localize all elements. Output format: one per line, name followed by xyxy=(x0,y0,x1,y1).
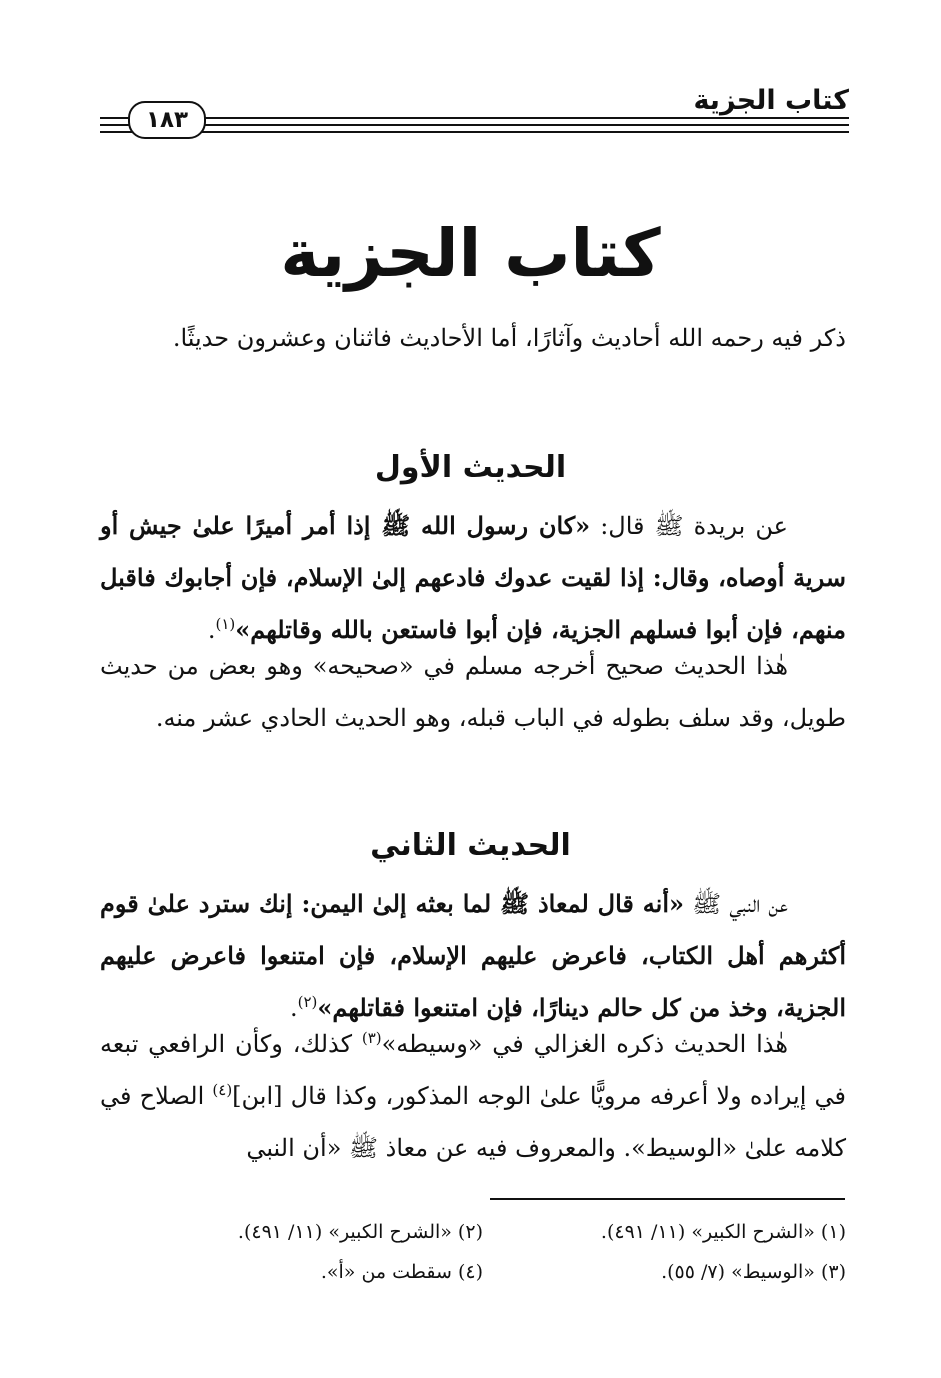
hadith-2-text xyxy=(100,878,846,1034)
hadith-1-narrator: عن بريدة ﷺ قال: xyxy=(590,512,788,540)
hadith-2-heading: الحديث الثاني xyxy=(370,828,571,863)
footnotes xyxy=(120,1212,846,1292)
footnote-rule xyxy=(490,1198,845,1200)
hadith-1-quote: «كان رسول الله ﷺ إذا أمر أميرًا علىٰ جيش أو سرية أوصاه، وقال: إذا لقيت عدوك فادعهم إلىٰ الإسلام، فإن أجابوك فاقبل منهم، فإن أبوا فسلهم الجزية، فإن أبوا فاستعن بالله وقاتلهم» xyxy=(100,511,846,644)
footnote-2: (٢) «الشرح الكبير» (١١/ ٤٩١). xyxy=(237,1221,483,1243)
header-rule xyxy=(100,124,849,126)
book-title: كتاب الجزية xyxy=(280,215,661,292)
running-title: كتاب الجزية xyxy=(693,85,849,116)
intro-paragraph: ذكر فيه رحمه الله أحاديث وآثارًا، أما الأحاديث فاثنان وعشرون حديثًا. xyxy=(172,324,846,352)
commentary-part: الصلاح في كلامه علىٰ «الوسيط». والمعروف فيه عن معاذ ﷺ «أن النبي xyxy=(100,1082,846,1162)
header-rule xyxy=(100,117,849,119)
period: . xyxy=(289,994,298,1022)
footnote-4: (٤) سقطت من «أ». xyxy=(320,1261,483,1283)
commentary-part: هٰذا الحديث ذكره الغزالي في «وسيطه» xyxy=(381,1030,788,1058)
commentary-part: كذلك، وكأن الرافعي تبعه في إيراده ولا أعرفه مرويًّا علىٰ الوجه المذكور، وكذا قال [ابن] xyxy=(100,1030,847,1110)
footnote-ref: (١) xyxy=(215,615,236,633)
page-number xyxy=(128,101,206,139)
footnote-row xyxy=(120,1212,846,1252)
hadith-2-narrator: عن النبي ﷺ xyxy=(683,890,788,918)
hadith-1-text xyxy=(100,500,846,656)
footnote-ref: (٣) xyxy=(361,1029,382,1047)
hadith-2-quote: «أنه قال لمعاذ ﷺ لما بعثه إلىٰ اليمن: إنك سترد علىٰ قوم أكثرهم أهل الكتاب، فاعرض عليهم الإسلام، فإن امتنعوا فاعرض عليهم الجزية، وخذ من كل حالم دينارًا، فإن امتنعوا فقاتلهم» xyxy=(100,889,846,1022)
hadith-2-commentary xyxy=(100,1018,846,1174)
hadith-1-heading: الحديث الأول xyxy=(374,450,567,485)
header-rule xyxy=(100,131,849,133)
footnote-ref: (٢) xyxy=(297,993,318,1011)
footnote-3: (٣) «الوسيط» (٧/ ٥٥). xyxy=(661,1261,846,1283)
period: . xyxy=(207,616,216,644)
footnote-1: (١) «الشرح الكبير» (١١/ ٤٩١). xyxy=(600,1221,846,1243)
footnote-ref: (٤) xyxy=(212,1081,233,1099)
hadith-1-commentary: هٰذا الحديث صحيح أخرجه مسلم في «صحيحه» وهو بعض من حديث طويل، وقد سلف بطوله في الباب قبله، وهو الحديث الحادي عشر منه. xyxy=(100,652,846,732)
footnote-row xyxy=(120,1252,846,1292)
page-number-text: ١٨٣ xyxy=(145,107,189,133)
